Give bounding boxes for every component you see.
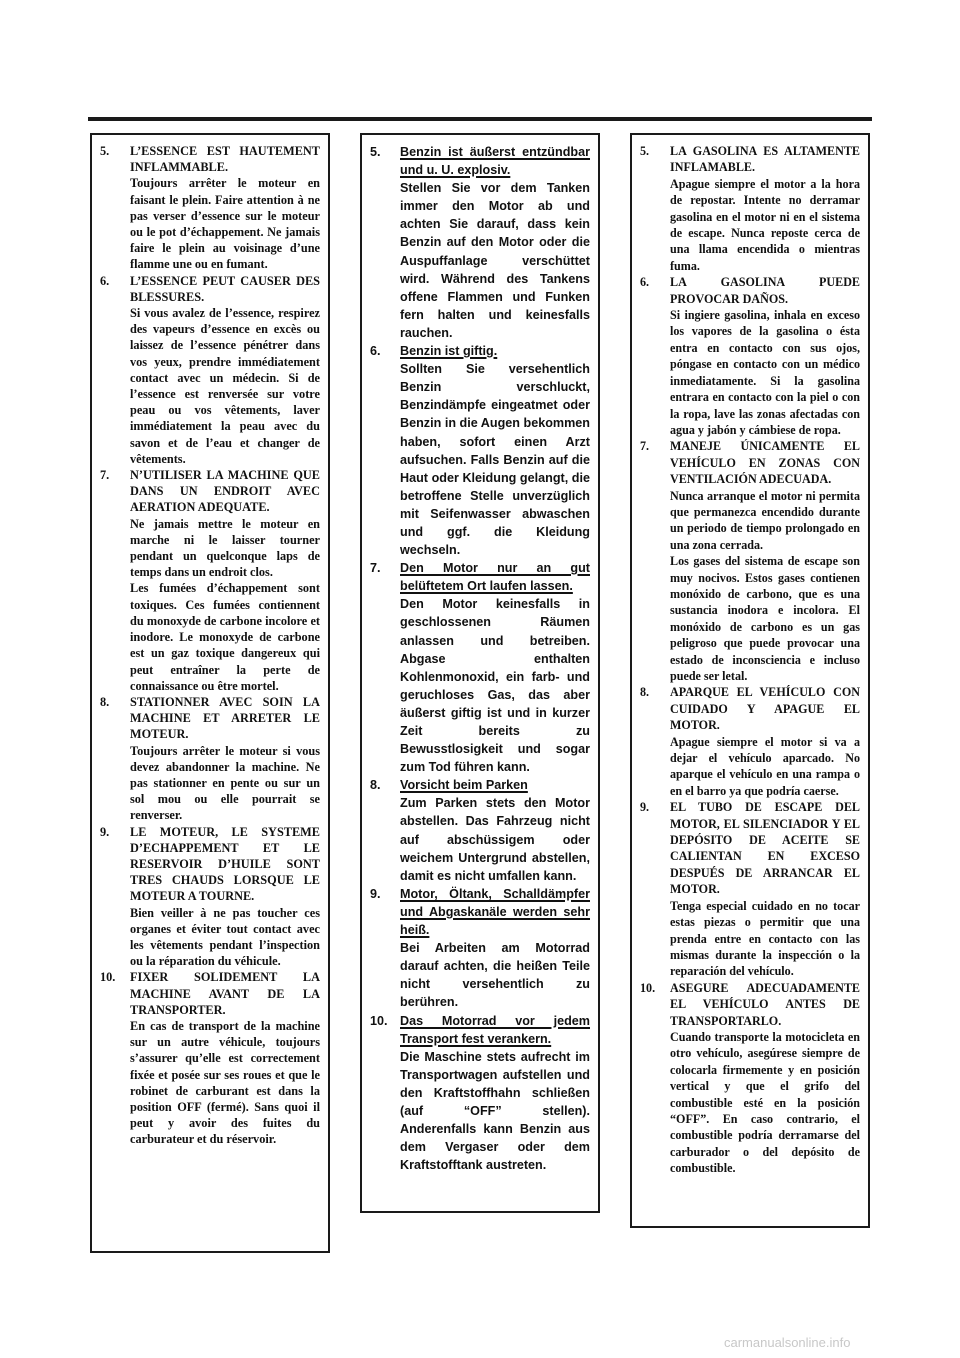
warning-text: Zum Parken stets den Motor abstellen. Das Fahrzeug nicht auf abschüssigem oder weichem Untergrund abstellen, damit es nicht umfallen kann. [400, 796, 590, 883]
item-number: 7. [640, 439, 650, 454]
warning-text: Bien veiller à ne pas toucher ces organes et éviter tout contact avec les vêtements pendant l’inspection ou la réparation du véhicule. [130, 905, 320, 969]
german-warning-column [360, 133, 600, 1213]
warning-heading: STATIONNER AVEC SOIN LA MACHINE ET ARRETER LE MOTEUR. [130, 694, 320, 742]
list-item [640, 684, 860, 799]
top-rule [88, 117, 872, 121]
warning-text: Si vous avalez de l’essence, respirez des vapeurs d’essence en excès ou laissez de l’essence pénétrer dans vos yeux, prendre immédiatement contact avec un médecin. Si de l’essence est renversée sur votre peau ou vos vêtements, laver immédiatement la peau avec du savon et de l’eau et changer de vêtements. [130, 306, 320, 466]
item-number: 9. [100, 824, 110, 839]
warning-heading: LA GASOLINA ES ALTAMENTE INFLAMABLE. [670, 144, 860, 175]
warning-text-2: Los gases del sistema de escape son muy nocivos. Estos gases contienen monóxido de carbono, que es una sustancia inodora e incolora. El monóxido de carbono es un gas peligroso que puede provocar una estado de inconsciencia e incluso puede ser letal. [670, 554, 860, 683]
item-number: 10. [640, 980, 656, 995]
warning-text: Tenga especial cuidado en no tocar estas piezas o permitir que una prenda entre en contacto con las mismas durante la inspección o la reparación del vehículo. [670, 898, 860, 979]
warning-heading: N’UTILISER LA MACHINE QUE DANS UN ENDROIT AVEC AERATION ADEQUATE. [130, 468, 320, 515]
item-number: 9. [640, 800, 650, 815]
warning-text: Den Motor keinesfalls in geschlossenen Räumen anlassen und betreiben. Abgase enthalten Kohlenmonoxid, ein farb- und geruchloses Gas, das aber äußerst giftig ist und in kurzer Zeit bereits zu Bewusstlosigkeit und sogar zum Tod führen kann. [400, 597, 590, 775]
list-item [370, 559, 590, 776]
list-item [370, 885, 590, 1012]
item-number: 7. [370, 561, 381, 576]
warning-heading: L’ESSENCE PEUT CAUSER DES BLESSURES. [130, 273, 320, 304]
list-item [100, 467, 320, 694]
list-item [640, 274, 860, 438]
warning-heading: Den Motor nur an gut belüftetem Ort laufen lassen. [400, 561, 590, 594]
warning-text: Stellen Sie vor dem Tanken immer den Motor ab und achten Sie darauf, dass kein Benzin auf den Motor oder die Auspuffanlage verschüttet wird. Während des Tankens offene Flammen und Funken fern halten und keinesfalls rauchen. [400, 181, 590, 340]
warning-heading: Motor, Öltank, Schalldämpfer und Abgaskanäle werden sehr heiß. [400, 886, 590, 938]
item-number: 9. [370, 886, 381, 901]
warning-text: Toujours arrêter le moteur en faisant le plein. Faire attention à ne pas verser d’essence sur le moteur ou le pot d’échappement. Ne jamais faire le plein au voisinage d’une flamme une ou en fumant. [130, 176, 320, 272]
list-item [370, 143, 590, 342]
warning-heading: MANEJE ÚNICAMENTE EL VEHÍCULO EN ZONAS CON VENTILACIÓN ADECUADA. [670, 439, 860, 487]
warning-text: Toujours arrêter le moteur si vous devez abandonner la machine. Ne pas stationner en pente ou sur un sol mou ou elle pourrait se renverser. [130, 743, 320, 823]
item-number: 6. [640, 275, 650, 290]
list-item [370, 1012, 590, 1175]
warning-heading: Benzin ist äußerst entzündbar und u. U. explosiv. [400, 145, 590, 178]
list-item [370, 342, 590, 559]
warning-text: Cuando transporte la motocicleta en otro vehículo, asegúrese siempre de colocarla firmemente y en posición vertical y que el grifo del combustible esté en la posición “OFF”. En caso contrario, el combustible podría derramarse del carburador o del depósito de combustible. [670, 1029, 860, 1176]
list-item [100, 824, 320, 970]
list-item [100, 969, 320, 1147]
item-number: 5. [100, 144, 110, 158]
warning-text: Ne jamais mettre le moteur en marche ni le laisser tourner pendant un quelconque laps de temps dans un endroit clos. [130, 516, 320, 580]
warning-text: Bei Arbeiten am Motorrad darauf achten, die heißen Teile nicht versehentlich zu berühren. [400, 941, 590, 1010]
list-item [100, 143, 320, 273]
item-number: 5. [370, 145, 381, 159]
warning-text: Apague siempre el motor si va a dejar el vehículo aparcado. No aparque el vehículo en una rampa o en el barro ya que podría caerse. [670, 734, 860, 798]
item-number: 8. [640, 685, 650, 700]
list-item [640, 143, 860, 274]
warning-text: En cas de transport de la machine sur un autre véhicule, toujours s’assurer qu’elle est correctement fixée et posée sur ses roues et que le robinet de carburant est dans la position OFF (fermé). Sans quoi il peut y avoir des fuites du carburateur et du réservoir. [130, 1018, 320, 1147]
warning-heading: FIXER SOLIDEMENT LA MACHINE AVANT DE LA TRANSPORTER. [130, 970, 320, 1017]
warning-heading: L’ESSENCE EST HAUTEMENT INFLAMMABLE. [130, 144, 320, 175]
warning-heading: LE MOTEUR, LE SYSTEME D’ECHAPPEMENT ET LE RESERVOIR D’HUILE SONT TRES CHAUDS LORSQUE LE MOTEUR A TOURNE. [130, 824, 320, 904]
warning-text: Nunca arranque el motor ni permita que permanezca encendido durante un periodo de tiempo prolongado en una zona cerrada. [670, 488, 860, 552]
warning-heading: Benzin ist giftig. [400, 344, 498, 359]
warning-heading: LA GASOLINA PUEDE PROVOCAR DAÑOS. [670, 275, 860, 306]
warning-text: Sollten Sie versehentlich Benzin verschluckt, Benzindämpfe eingeatmet oder Benzin in die Augen bekommen haben, sofort einen Arzt aufsuchen. Falls Benzin auf die Haut oder Kleidung gelangt, die betroffene Stelle unverzüglich mit Seifenwasser abwaschen und ggf. die Kleidung wechseln. [400, 362, 590, 558]
list-item [100, 694, 320, 824]
item-number: 7. [100, 468, 110, 483]
list-item [640, 799, 860, 979]
item-number: 10. [100, 970, 116, 985]
list-item [640, 438, 860, 684]
warning-text: Apague siempre el motor a la hora de repostar. Intente no derramar gasolina en el motor ni en el sistema de escape. Nunca reposte cerca de una llama encendida o mientras fuma. [670, 176, 860, 273]
item-number: 6. [100, 273, 110, 288]
item-number: 10. [370, 1013, 388, 1028]
item-number: 8. [100, 694, 110, 709]
warning-heading: Das Motorrad vor jedem Transport fest verankern. [400, 1013, 590, 1046]
list-item [640, 980, 860, 1177]
item-number: 8. [370, 778, 381, 793]
warning-text: Si ingiere gasolina, inhala en exceso los vapores de la gasolina o ésta entra en contacto con sus ojos, póngase en contacto con un médico inmediatamente. Si la gasolina entrara en contacto con la piel o con la ropa, lave las zonas afectadas con agua y jabón y cámbiese de ropa. [670, 308, 860, 437]
list-item [100, 273, 320, 467]
spanish-warning-column [630, 133, 870, 1228]
warning-heading: APARQUE EL VEHÍCULO CON CUIDADO Y APAGUE EL MOTOR. [670, 685, 860, 733]
french-warning-column [90, 133, 330, 1253]
warning-text: Die Maschine stets aufrecht im Transportwagen aufstellen und den Kraftstoffhahn schließen (auf “OFF” stellen). Anderenfalls kann Benzin aus dem Vergaser oder dem Kraftstofftank austreten. [400, 1049, 590, 1173]
warning-heading: Vorsicht beim Parken [400, 778, 528, 793]
footer-watermark: carmanualsonline.info [724, 1335, 851, 1350]
list-item [370, 776, 590, 885]
item-number: 6. [370, 344, 381, 359]
warning-heading: EL TUBO DE ESCAPE DEL MOTOR, EL SILENCIADOR Y EL DEPÓSITO DE ACEITE SE CALIENTAN EN EXCESO DESPUÉS DE ARRANCAR EL MOTOR. [670, 800, 860, 897]
item-number: 5. [640, 144, 650, 158]
warning-text-2: Les fumées d’échappement sont toxiques. Ces fumées contiennent du monoxyde de carbone incolore et inodore. Le monoxyde de carbone est un gaz toxique dangereux qui peut entraîner la perte de connaissance ou être mortel. [130, 581, 320, 693]
warning-heading: ASEGURE ADECUADAMENTE EL VEHÍCULO ANTES DE TRANSPORTARLO. [670, 980, 860, 1028]
